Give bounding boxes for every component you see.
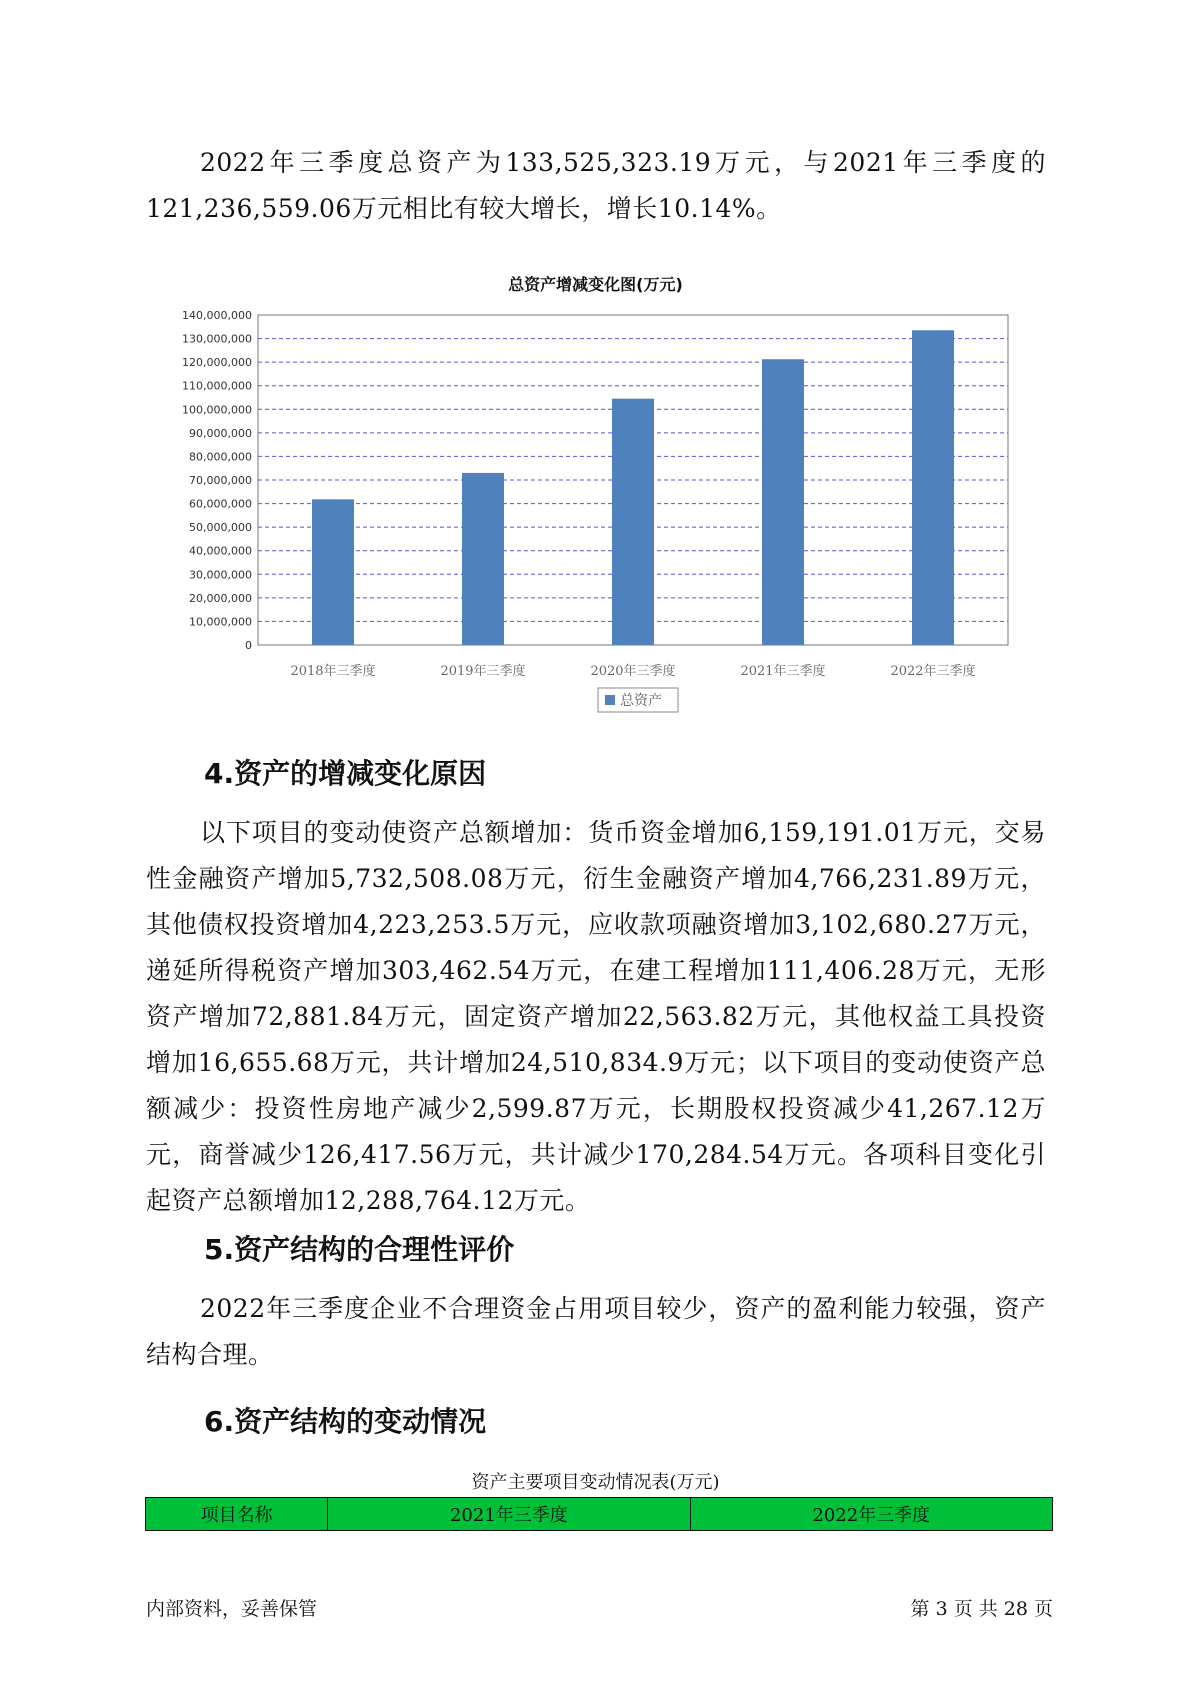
footer-page-number: 第 3 页 共 28 页 xyxy=(910,1598,1053,1620)
footer-confidential-note: 内部资料，妥善保管 xyxy=(146,1598,318,1620)
total-assets-bar-chart xyxy=(160,300,1030,720)
legend-swatch xyxy=(605,695,615,705)
y-tick-label: 100,000,000 xyxy=(182,403,252,417)
y-tick-label: 50,000,000 xyxy=(189,521,252,535)
section-4-paragraph: 以下项目的变动使资产总额增加：货币资金增加6,159,191.01万元，交易性金融资产增加5,732,508.08万元，衍生金融资产增加4,766,231.89万元，其他债权投资增加4,223,253.5万元，应收款项融资增加3,102,680.27万元，递延所得税资产增加303,462.54万元，在建工程增加111,406.28万元，无形资产增加72,881.84万元，固定资产增加22,563.82万元，其他权益工具投资增加16,655.68万元，共计增加24,510,834.9万元；以下项目的变动使资产总额减少：投资性房地产减少2,599.87万元，长期股权投资减少41,267.12万元，商誉减少126,417.56万元，共计减少170,284.54万元。各项科目变化引起资产总额增加12,288,764.12万元。 xyxy=(146,818,1046,1215)
bar xyxy=(462,473,504,645)
y-tick-label: 140,000,000 xyxy=(182,309,252,322)
x-tick-label: 2022年三季度 xyxy=(890,664,976,679)
y-tick-label: 70,000,000 xyxy=(189,474,252,487)
table-title: 资产主要项目变动情况表(万元) xyxy=(471,1472,720,1493)
bar xyxy=(762,359,804,645)
section-4-heading: 4.资产的增减变化原因 xyxy=(204,757,487,790)
bar xyxy=(312,499,354,645)
bar xyxy=(912,330,954,645)
table-header-row xyxy=(146,1498,1053,1531)
chart-title: 总资产增减变化图(万元) xyxy=(508,275,683,294)
intro-paragraph: 2022年三季度总资产为133,525,323.19万元，与2021年三季度的121,236,559.06万元相比有较大增长，增长10.14%。 xyxy=(146,148,1046,223)
y-tick-label: 120,000,000 xyxy=(182,356,252,370)
section-5-heading: 5.资产结构的合理性评价 xyxy=(204,1233,515,1266)
legend-label: 总资产 xyxy=(620,693,662,709)
y-tick-label: 30,000,000 xyxy=(189,568,252,582)
y-tick-label: 110,000,000 xyxy=(182,379,252,393)
x-tick-label: 2020年三季度 xyxy=(590,664,676,679)
y-tick-label: 40,000,000 xyxy=(189,544,252,558)
asset-change-table xyxy=(145,1497,1053,1531)
column-header-2021q3: 2021年三季度 xyxy=(328,1498,690,1531)
y-tick-label: 80,000,000 xyxy=(189,450,252,464)
x-tick-label: 2018年三季度 xyxy=(290,664,376,679)
bar xyxy=(612,399,654,645)
column-header-item-name: 项目名称 xyxy=(146,1498,328,1531)
x-tick-label: 2019年三季度 xyxy=(440,664,526,679)
y-tick-label: 10,000,000 xyxy=(189,615,252,629)
y-tick-label: 90,000,000 xyxy=(189,426,252,440)
section-6-heading: 6.资产结构的变动情况 xyxy=(204,1405,487,1438)
x-tick-label: 2021年三季度 xyxy=(740,664,826,679)
y-tick-label: 20,000,000 xyxy=(189,591,252,605)
section-5-paragraph: 2022年三季度企业不合理资金占用项目较少，资产的盈利能力较强，资产结构合理。 xyxy=(146,1294,1046,1369)
y-tick-label: 0 xyxy=(245,639,252,652)
y-tick-label: 60,000,000 xyxy=(189,497,252,511)
y-tick-label: 130,000,000 xyxy=(182,332,252,346)
column-header-2022q3: 2022年三季度 xyxy=(690,1498,1052,1531)
